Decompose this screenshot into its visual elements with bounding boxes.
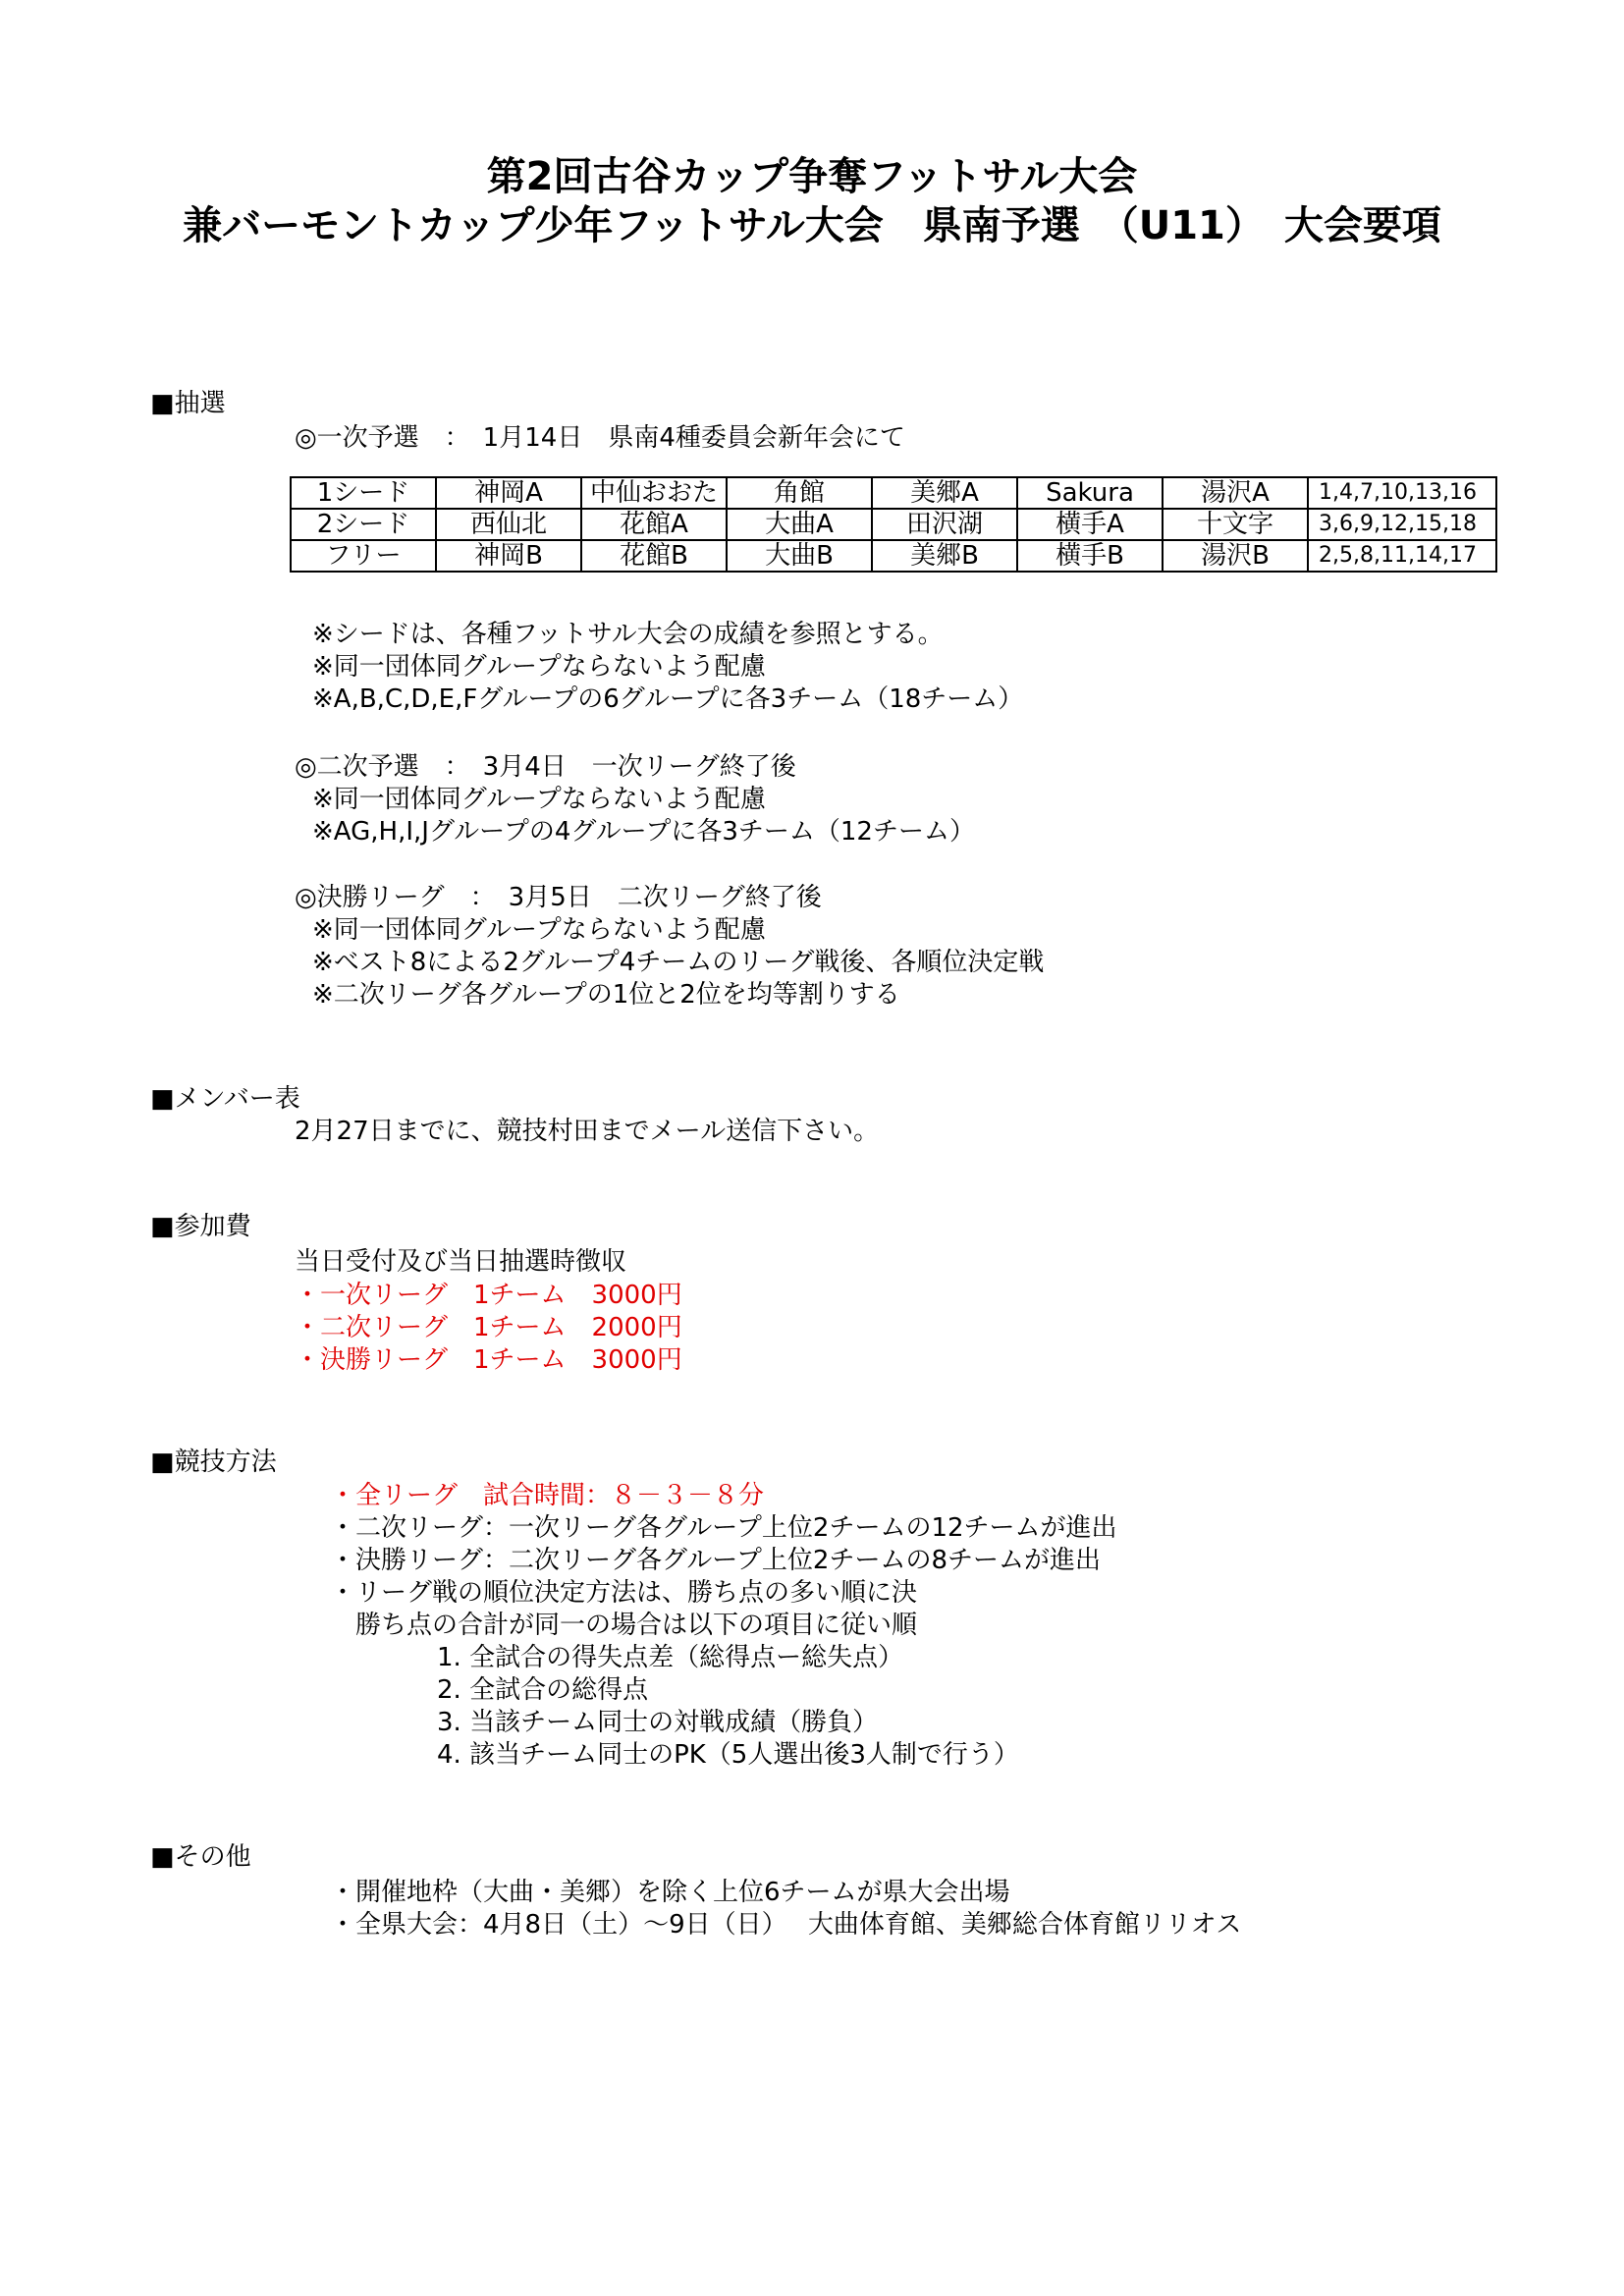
other-heading: ■その他 <box>150 1842 251 1872</box>
title-line-2: 兼バーモントカップ少年フットサル大会 県南予選 （U11） 大会要項 <box>183 203 1441 248</box>
team-cell: 神岡B <box>436 540 581 572</box>
fee-heading: ■参加費 <box>150 1212 251 1241</box>
team-cell: 花館A <box>581 509 727 540</box>
method-heading: ■競技方法 <box>150 1448 277 1477</box>
team-cell: 西仙北 <box>436 509 581 540</box>
number-cell: 2,5,8,11,14,17 <box>1308 540 1496 572</box>
first-note: ※シードは、各種フットサル大会の成績を参照とする。 <box>312 620 944 649</box>
second-note: ※AG,H,I,Jグループの4グループに各3チーム（12チーム） <box>312 817 975 847</box>
row-label: 2シード <box>291 509 436 540</box>
fee-item: ・一次リーグ 1チーム 3000円 <box>295 1281 682 1310</box>
other-item: ・全県大会：4月8日（土）～9日（日） 大曲体育館、美郷総合体育館リリオス <box>330 1910 1242 1940</box>
ranking-item: 3. 当該チーム同士の対戦成績（勝負） <box>437 1708 879 1737</box>
other-item: ・開催地枠（大曲・美郷）を除く上位6チームが県大会出場 <box>330 1878 1010 1907</box>
table-row <box>291 509 1496 540</box>
team-cell: 美郷B <box>872 540 1017 572</box>
first-qualifier: ◎一次予選 ： 1月14日 県南4種委員会新年会にて <box>295 423 905 453</box>
team-cell: 十文字 <box>1163 509 1308 540</box>
title-line-1: 第2回古谷カップ争奪フットサル大会 <box>486 154 1138 199</box>
second-note: ※同一団体同グループならないよう配慮 <box>312 785 766 814</box>
final-note: ※二次リーグ各グループの1位と2位を均等割りする <box>312 980 900 1010</box>
team-cell: 横手A <box>1017 509 1163 540</box>
team-cell: 田沢湖 <box>872 509 1017 540</box>
team-cell: 湯沢B <box>1163 540 1308 572</box>
members-text: 2月27日までに、競技村田までメール送信下さい。 <box>295 1117 880 1146</box>
number-cell: 1,4,7,10,13,16 <box>1308 477 1496 509</box>
team-cell: 中仙おおた <box>581 477 727 509</box>
seed-table <box>290 476 1497 573</box>
ranking-item: 4. 該当チーム同士のPK（5人選出後3人制で行う） <box>437 1740 1019 1770</box>
method-item: 勝ち点の合計が同一の場合は以下の項目に従い順 <box>330 1611 918 1640</box>
first-note: ※A,B,C,D,E,Fグループの6グループに各3チーム（18チーム） <box>312 684 1024 714</box>
table-row <box>291 540 1496 572</box>
team-cell: 角館 <box>727 477 872 509</box>
team-cell: 湯沢A <box>1163 477 1308 509</box>
row-label: 1シード <box>291 477 436 509</box>
team-cell: 大曲B <box>727 540 872 572</box>
row-label: フリー <box>291 540 436 572</box>
fee-item: ・決勝リーグ 1チーム 3000円 <box>295 1345 682 1375</box>
number-cell: 3,6,9,12,15,18 <box>1308 509 1496 540</box>
team-cell: 美郷A <box>872 477 1017 509</box>
final-league: ◎決勝リーグ ： 3月5日 二次リーグ終了後 <box>295 883 822 912</box>
method-item: ・全リーグ 試合時間：８－３－８分 <box>330 1481 765 1510</box>
final-note: ※ベスト8による2グループ4チームのリーグ戦後、各順位決定戦 <box>312 948 1045 977</box>
table-row <box>291 477 1496 509</box>
final-note: ※同一団体同グループならないよう配慮 <box>312 915 766 945</box>
team-cell: 横手B <box>1017 540 1163 572</box>
team-cell: 花館B <box>581 540 727 572</box>
ranking-item: 2. 全試合の総得点 <box>437 1675 649 1705</box>
first-note: ※同一団体同グループならないよう配慮 <box>312 652 766 682</box>
method-item: ・二次リーグ：一次リーグ各グループ上位2チームの12チームが進出 <box>330 1513 1117 1543</box>
team-cell: Sakura <box>1017 477 1163 509</box>
ranking-item: 1. 全試合の得失点差（総得点ー総失点） <box>437 1643 904 1672</box>
lottery-heading: ■抽選 <box>150 389 226 418</box>
members-heading: ■メンバー表 <box>150 1084 300 1114</box>
fee-item: ・二次リーグ 1チーム 2000円 <box>295 1313 682 1342</box>
team-cell: 大曲A <box>727 509 872 540</box>
fee-intro: 当日受付及び当日抽選時徴収 <box>295 1247 627 1277</box>
team-cell: 神岡A <box>436 477 581 509</box>
method-item: ・決勝リーグ：二次リーグ各グループ上位2チームの8チームが進出 <box>330 1546 1102 1575</box>
second-qualifier: ◎二次予選 ： 3月4日 一次リーグ終了後 <box>295 752 796 782</box>
method-item: ・リーグ戦の順位決定方法は、勝ち点の多い順に決 <box>330 1578 918 1608</box>
